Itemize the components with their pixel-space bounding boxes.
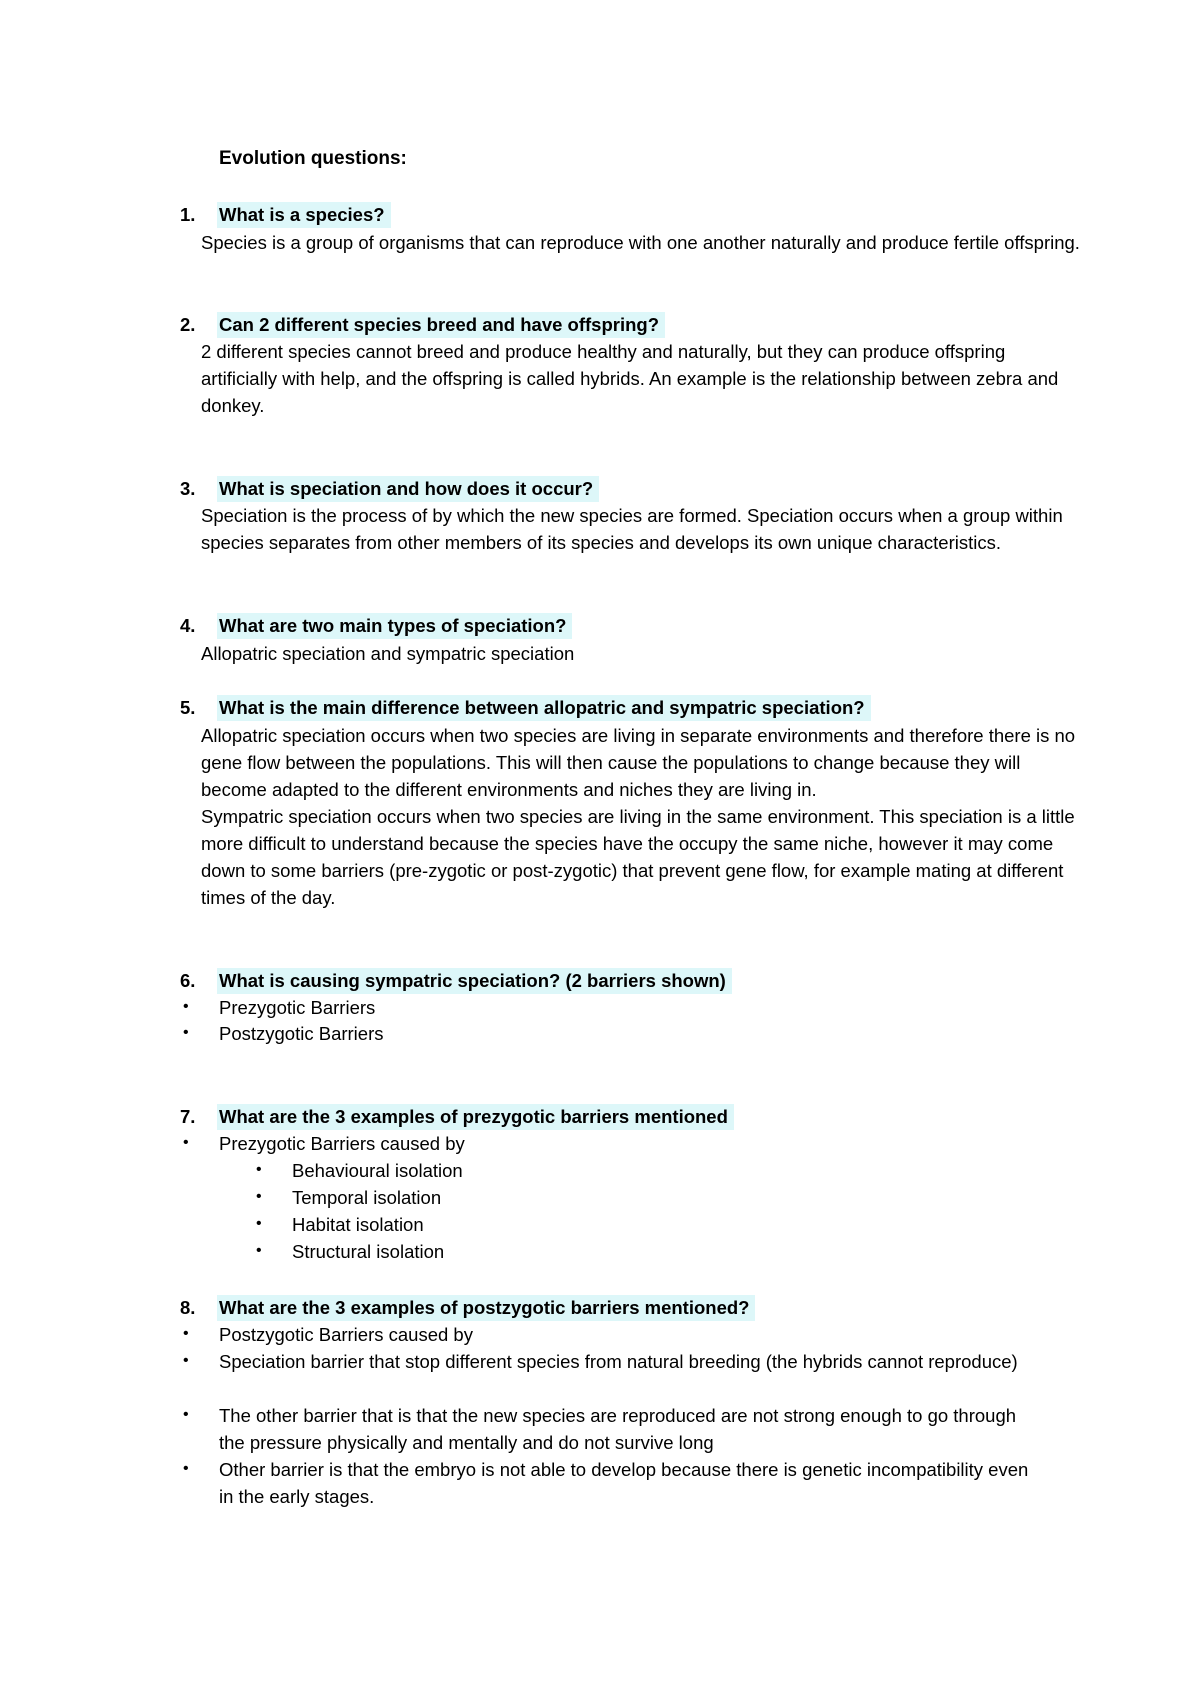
- question-8-number: 8.: [180, 1297, 196, 1318]
- q7-sub-bullet-4: Structural isolation: [292, 1241, 445, 1262]
- q7-sub-bullet-1: Behavioural isolation: [292, 1160, 463, 1181]
- answer-4: Allopatric speciation and sympatric speciation: [201, 643, 575, 664]
- q6-bullet-2: Postzygotic Barriers: [219, 1023, 384, 1044]
- question-2-text: Can 2 different species breed and have offspring?: [217, 312, 665, 338]
- bullet-icon: •: [183, 1325, 189, 1342]
- q7-sub-bullet-2: Temporal isolation: [292, 1187, 442, 1208]
- document-title: Evolution questions:: [219, 148, 407, 169]
- answer-1: Species is a group of organisms that can reproduce with one another naturally and produce fertile offspring.: [201, 232, 1080, 253]
- q7-sub-bullet-3: Habitat isolation: [292, 1214, 424, 1235]
- answer-5-paragraph-1: Allopatric speciation occurs when two species are living in separate environments and therefore there is no gene flow between the populations. This will then cause the populations to change because they will become adapted to the different environments and niches they are living in.: [201, 725, 1076, 800]
- bullet-icon: •: [183, 1134, 189, 1151]
- q8-bullet-2: Speciation barrier that stop different species from natural breeding (the hybrids cannot reproduce): [219, 1351, 1018, 1372]
- bullet-icon: •: [183, 1460, 189, 1477]
- question-1-number: 1.: [180, 204, 196, 225]
- bullet-icon: •: [183, 1352, 189, 1369]
- question-6-number: 6.: [180, 970, 196, 991]
- question-3-number: 3.: [180, 478, 196, 499]
- bullet-icon: •: [256, 1215, 262, 1232]
- question-2-number: 2.: [180, 314, 196, 335]
- answer-5: [201, 722, 1081, 911]
- answer-5-paragraph-2: Sympatric speciation occurs when two species are living in the same environment. This speciation is a little more difficult to understand because the species have the occupy the same niche, however it may come down to some barriers (pre-zygotic or post-zygotic) that prevent gene flow, for example mating at different times of the day.: [201, 806, 1075, 908]
- bullet-icon: •: [183, 1406, 189, 1423]
- question-7-text: What are the 3 examples of prezygotic barriers mentioned: [217, 1104, 734, 1130]
- question-5-number: 5.: [180, 697, 196, 718]
- q8-bullet-3: The other barrier that is that the new species are reproduced are not strong enough to go through the pressure physically and mentally and do not survive long: [219, 1405, 1017, 1453]
- question-8-text: What are the 3 examples of postzygotic barriers mentioned?: [217, 1295, 755, 1321]
- question-4-number: 4.: [180, 615, 196, 636]
- bullet-icon: •: [256, 1188, 262, 1205]
- q8-bullet-1: Postzygotic Barriers caused by: [219, 1324, 473, 1345]
- q8-bullet-4: Other barrier is that the embryo is not able to develop because there is genetic incompatibility even in the early stages.: [219, 1459, 1029, 1507]
- question-4-text: What are two main types of speciation?: [217, 613, 572, 639]
- q7-bullet: Prezygotic Barriers caused by: [219, 1133, 465, 1154]
- question-3-text: What is speciation and how does it occur?: [217, 476, 599, 502]
- answer-3: Speciation is the process of by which the new species are formed. Speciation occurs when a group within species separates from other members of its species and develops its own unique characteristics.: [201, 505, 1063, 553]
- bullet-icon: •: [183, 998, 189, 1015]
- question-6-text: What is causing sympatric speciation? (2 barriers shown): [217, 968, 732, 994]
- q6-bullet-1: Prezygotic Barriers: [219, 997, 376, 1018]
- question-5-text: What is the main difference between allopatric and sympatric speciation?: [217, 695, 871, 721]
- bullet-icon: •: [256, 1161, 262, 1178]
- question-1-text: What is a species?: [217, 202, 391, 228]
- answer-2: 2 different species cannot breed and produce healthy and naturally, but they can produce offspring artificially with help, and the offspring is called hybrids. An example is the relationship between zebra and donkey.: [201, 341, 1059, 416]
- bullet-icon: •: [256, 1242, 262, 1259]
- bullet-icon: •: [183, 1024, 189, 1041]
- question-7-number: 7.: [180, 1106, 196, 1127]
